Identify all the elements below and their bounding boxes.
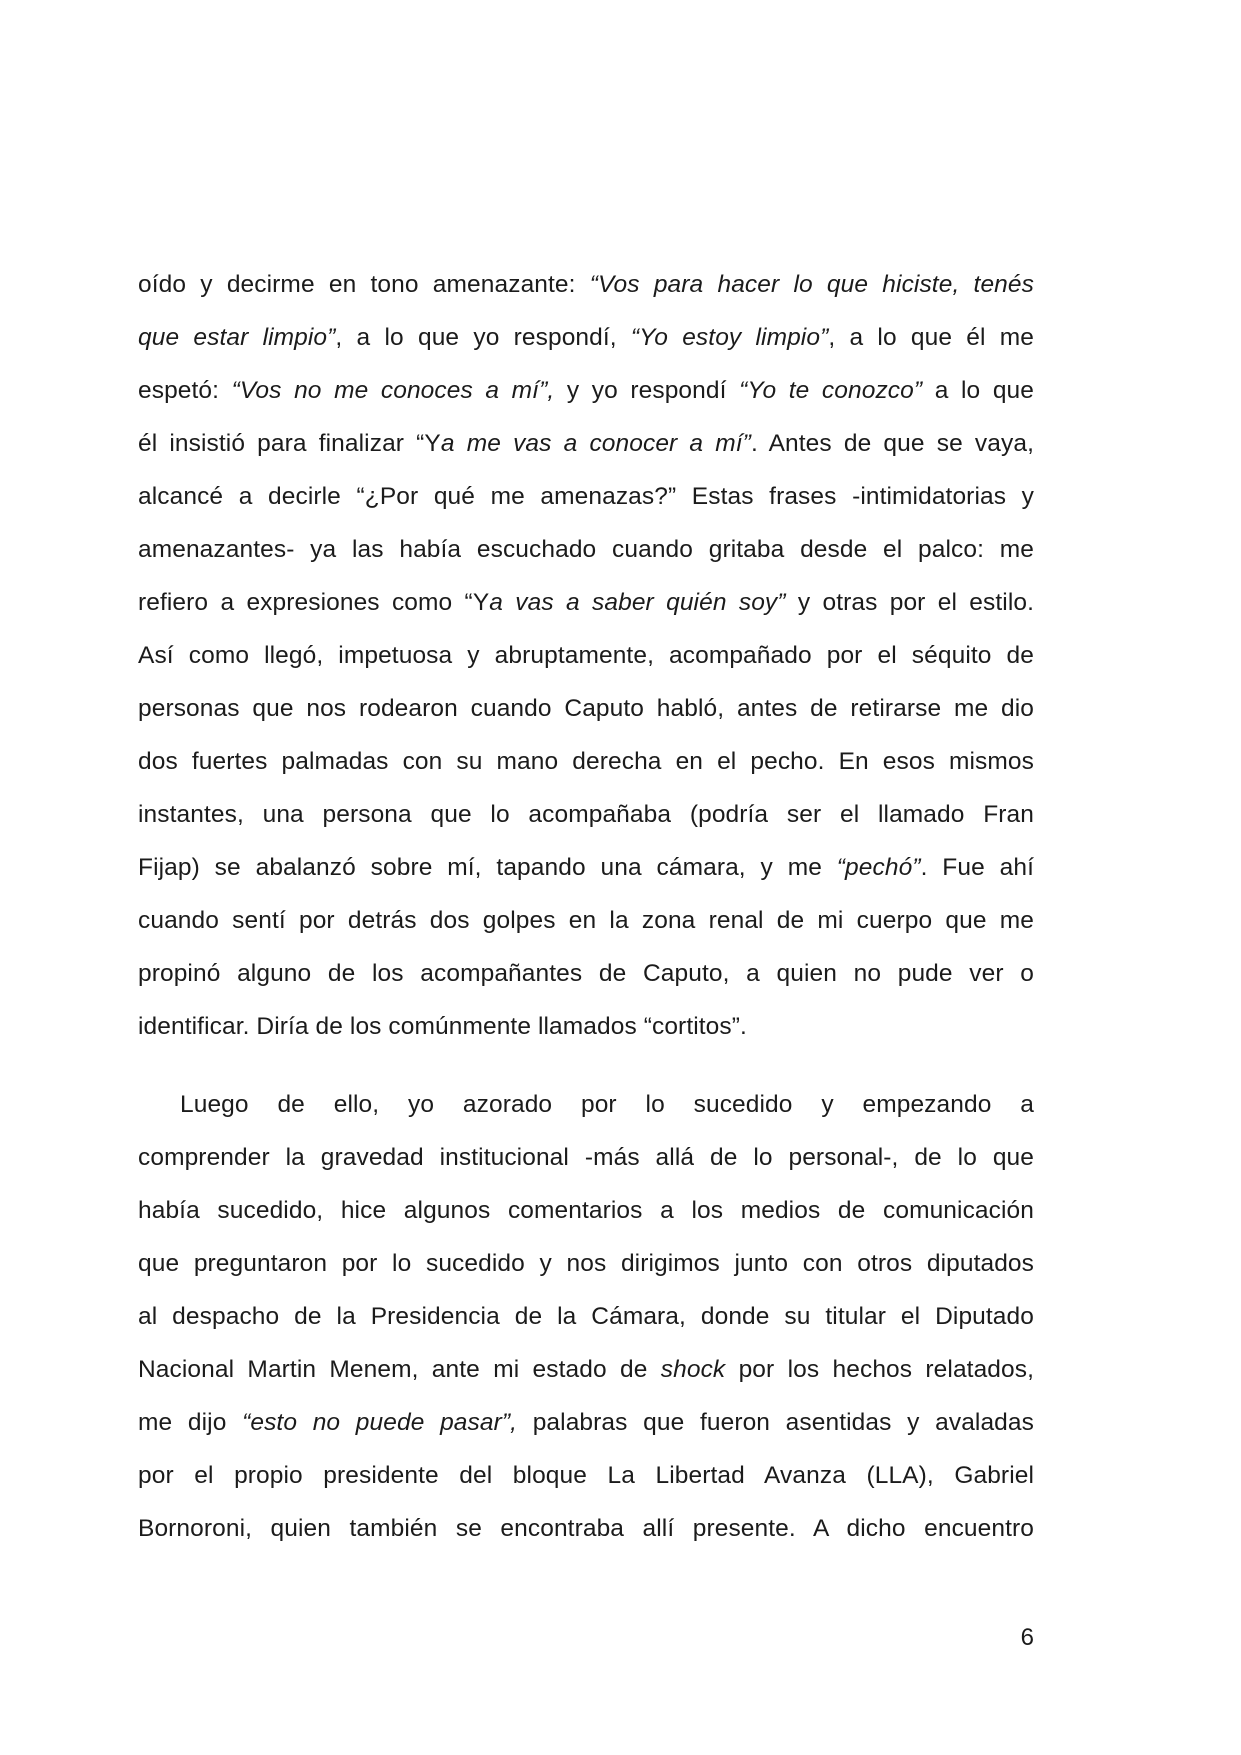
text-line xyxy=(138,1290,1034,1343)
text-line xyxy=(138,523,1034,576)
paragraph xyxy=(138,1078,1034,1555)
text-line xyxy=(138,735,1034,788)
text-line xyxy=(138,841,1034,894)
italic-text-segment: “Vos para hacer lo que hiciste, tenés xyxy=(589,271,1034,298)
text-line xyxy=(138,470,1034,523)
italic-text-segment: “Yo estoy limpio” xyxy=(630,324,829,351)
italic-text-segment: “Vos no me conoces a mí”, xyxy=(231,377,555,404)
text-segment: a lo que xyxy=(922,377,1034,404)
text-line xyxy=(138,1078,1034,1131)
italic-text-segment: “Yo te conozco” xyxy=(739,377,923,404)
text-segment: amenazantes- ya las había escuchado cuando gritaba desde el palco: me xyxy=(138,536,1034,563)
text-segment: Así como llegó, impetuosa y abruptamente, acompañado por el séquito de xyxy=(138,642,1034,669)
text-segment: por el propio presidente del bloque La Libertad Avanza (LLA), Gabriel xyxy=(138,1462,1034,1489)
text-segment: identificar. Diría de los comúnmente llamados “cortitos”. xyxy=(138,1013,747,1040)
text-segment: alcancé a decirle “¿Por qué me amenazas?” Estas frases -intimidatorias y xyxy=(138,483,1034,510)
text-line xyxy=(138,1131,1034,1184)
paragraph xyxy=(138,258,1034,1053)
text-line xyxy=(138,947,1034,1000)
italic-text-segment: a vas a saber quién soy” xyxy=(489,589,786,616)
text-line xyxy=(138,1184,1034,1237)
text-line xyxy=(138,576,1034,629)
page-number: 6 xyxy=(1020,1624,1034,1651)
text-segment: , a lo que yo respondí, xyxy=(335,324,631,351)
text-segment: Nacional Martin Menem, ante mi estado de xyxy=(138,1356,661,1383)
text-segment: al despacho de la Presidencia de la Cámara, donde su titular el Diputado xyxy=(138,1303,1034,1330)
text-line xyxy=(138,311,1034,364)
text-line xyxy=(138,1343,1034,1396)
text-line xyxy=(138,1502,1034,1555)
text-line xyxy=(138,894,1034,947)
text-segment: por los hechos relatados, xyxy=(725,1356,1035,1383)
text-line xyxy=(138,1449,1034,1502)
text-line xyxy=(138,1396,1034,1449)
text-segment: refiero a expresiones como “Y xyxy=(138,589,490,616)
italic-text-segment: que estar limpio” xyxy=(138,324,336,351)
text-segment: . Fue ahí xyxy=(920,854,1034,881)
text-line xyxy=(138,364,1034,417)
text-segment: cuando sentí por detrás dos golpes en la zona renal de mi cuerpo que me xyxy=(138,907,1034,934)
text-line xyxy=(138,1237,1034,1290)
text-segment: dos fuertes palmadas con su mano derecha en el pecho. En esos mismos xyxy=(138,748,1034,775)
text-segment: palabras que fueron asentidas y avaladas xyxy=(517,1409,1034,1436)
text-segment: Fijap) se abalanzó sobre mí, tapando una cámara, y me xyxy=(138,854,837,881)
text-segment: Bornoroni, quien también se encontraba allí presente. A dicho encuentro xyxy=(138,1515,1034,1542)
text-line xyxy=(138,258,1034,311)
text-segment: y yo respondí xyxy=(554,377,740,404)
text-segment: que preguntaron por lo sucedido y nos dirigimos junto con otros diputados xyxy=(138,1250,1034,1277)
text-segment: y otras por el estilo. xyxy=(785,589,1034,616)
text-segment: él insistió para finalizar “Y xyxy=(138,430,441,457)
text-segment: instantes, una persona que lo acompañaba (podría ser el llamado Fran xyxy=(138,801,1034,828)
text-segment: , a lo que él me xyxy=(828,324,1034,351)
text-segment: oído y decirme en tono amenazante: xyxy=(138,271,590,298)
text-line xyxy=(138,682,1034,735)
italic-text-segment: “esto no puede pasar”, xyxy=(242,1409,518,1436)
italic-text-segment: a me vas a conocer a mí” xyxy=(440,430,751,457)
text-segment: . Antes de que se vaya, xyxy=(750,430,1034,457)
text-segment: había sucedido, hice algunos comentarios a los medios de comunicación xyxy=(138,1197,1034,1224)
text-line xyxy=(138,788,1034,841)
text-segment: me dijo xyxy=(138,1409,243,1436)
text-segment: propinó alguno de los acompañantes de Caputo, a quien no pude ver o xyxy=(138,960,1034,987)
text-line xyxy=(138,629,1034,682)
text-line xyxy=(138,417,1034,470)
text-line xyxy=(138,1000,1034,1053)
text-segment: personas que nos rodearon cuando Caputo habló, antes de retirarse me dio xyxy=(138,695,1034,722)
italic-text-segment: “pechó” xyxy=(836,854,921,881)
text-segment: comprender la gravedad institucional -más allá de lo personal-, de lo que xyxy=(138,1144,1034,1171)
text-segment: Luego de ello, yo azorado por lo sucedido y empezando a xyxy=(180,1091,1034,1118)
document-body xyxy=(138,258,1034,1555)
italic-text-segment: shock xyxy=(660,1356,726,1383)
text-segment: espetó: xyxy=(138,377,232,404)
